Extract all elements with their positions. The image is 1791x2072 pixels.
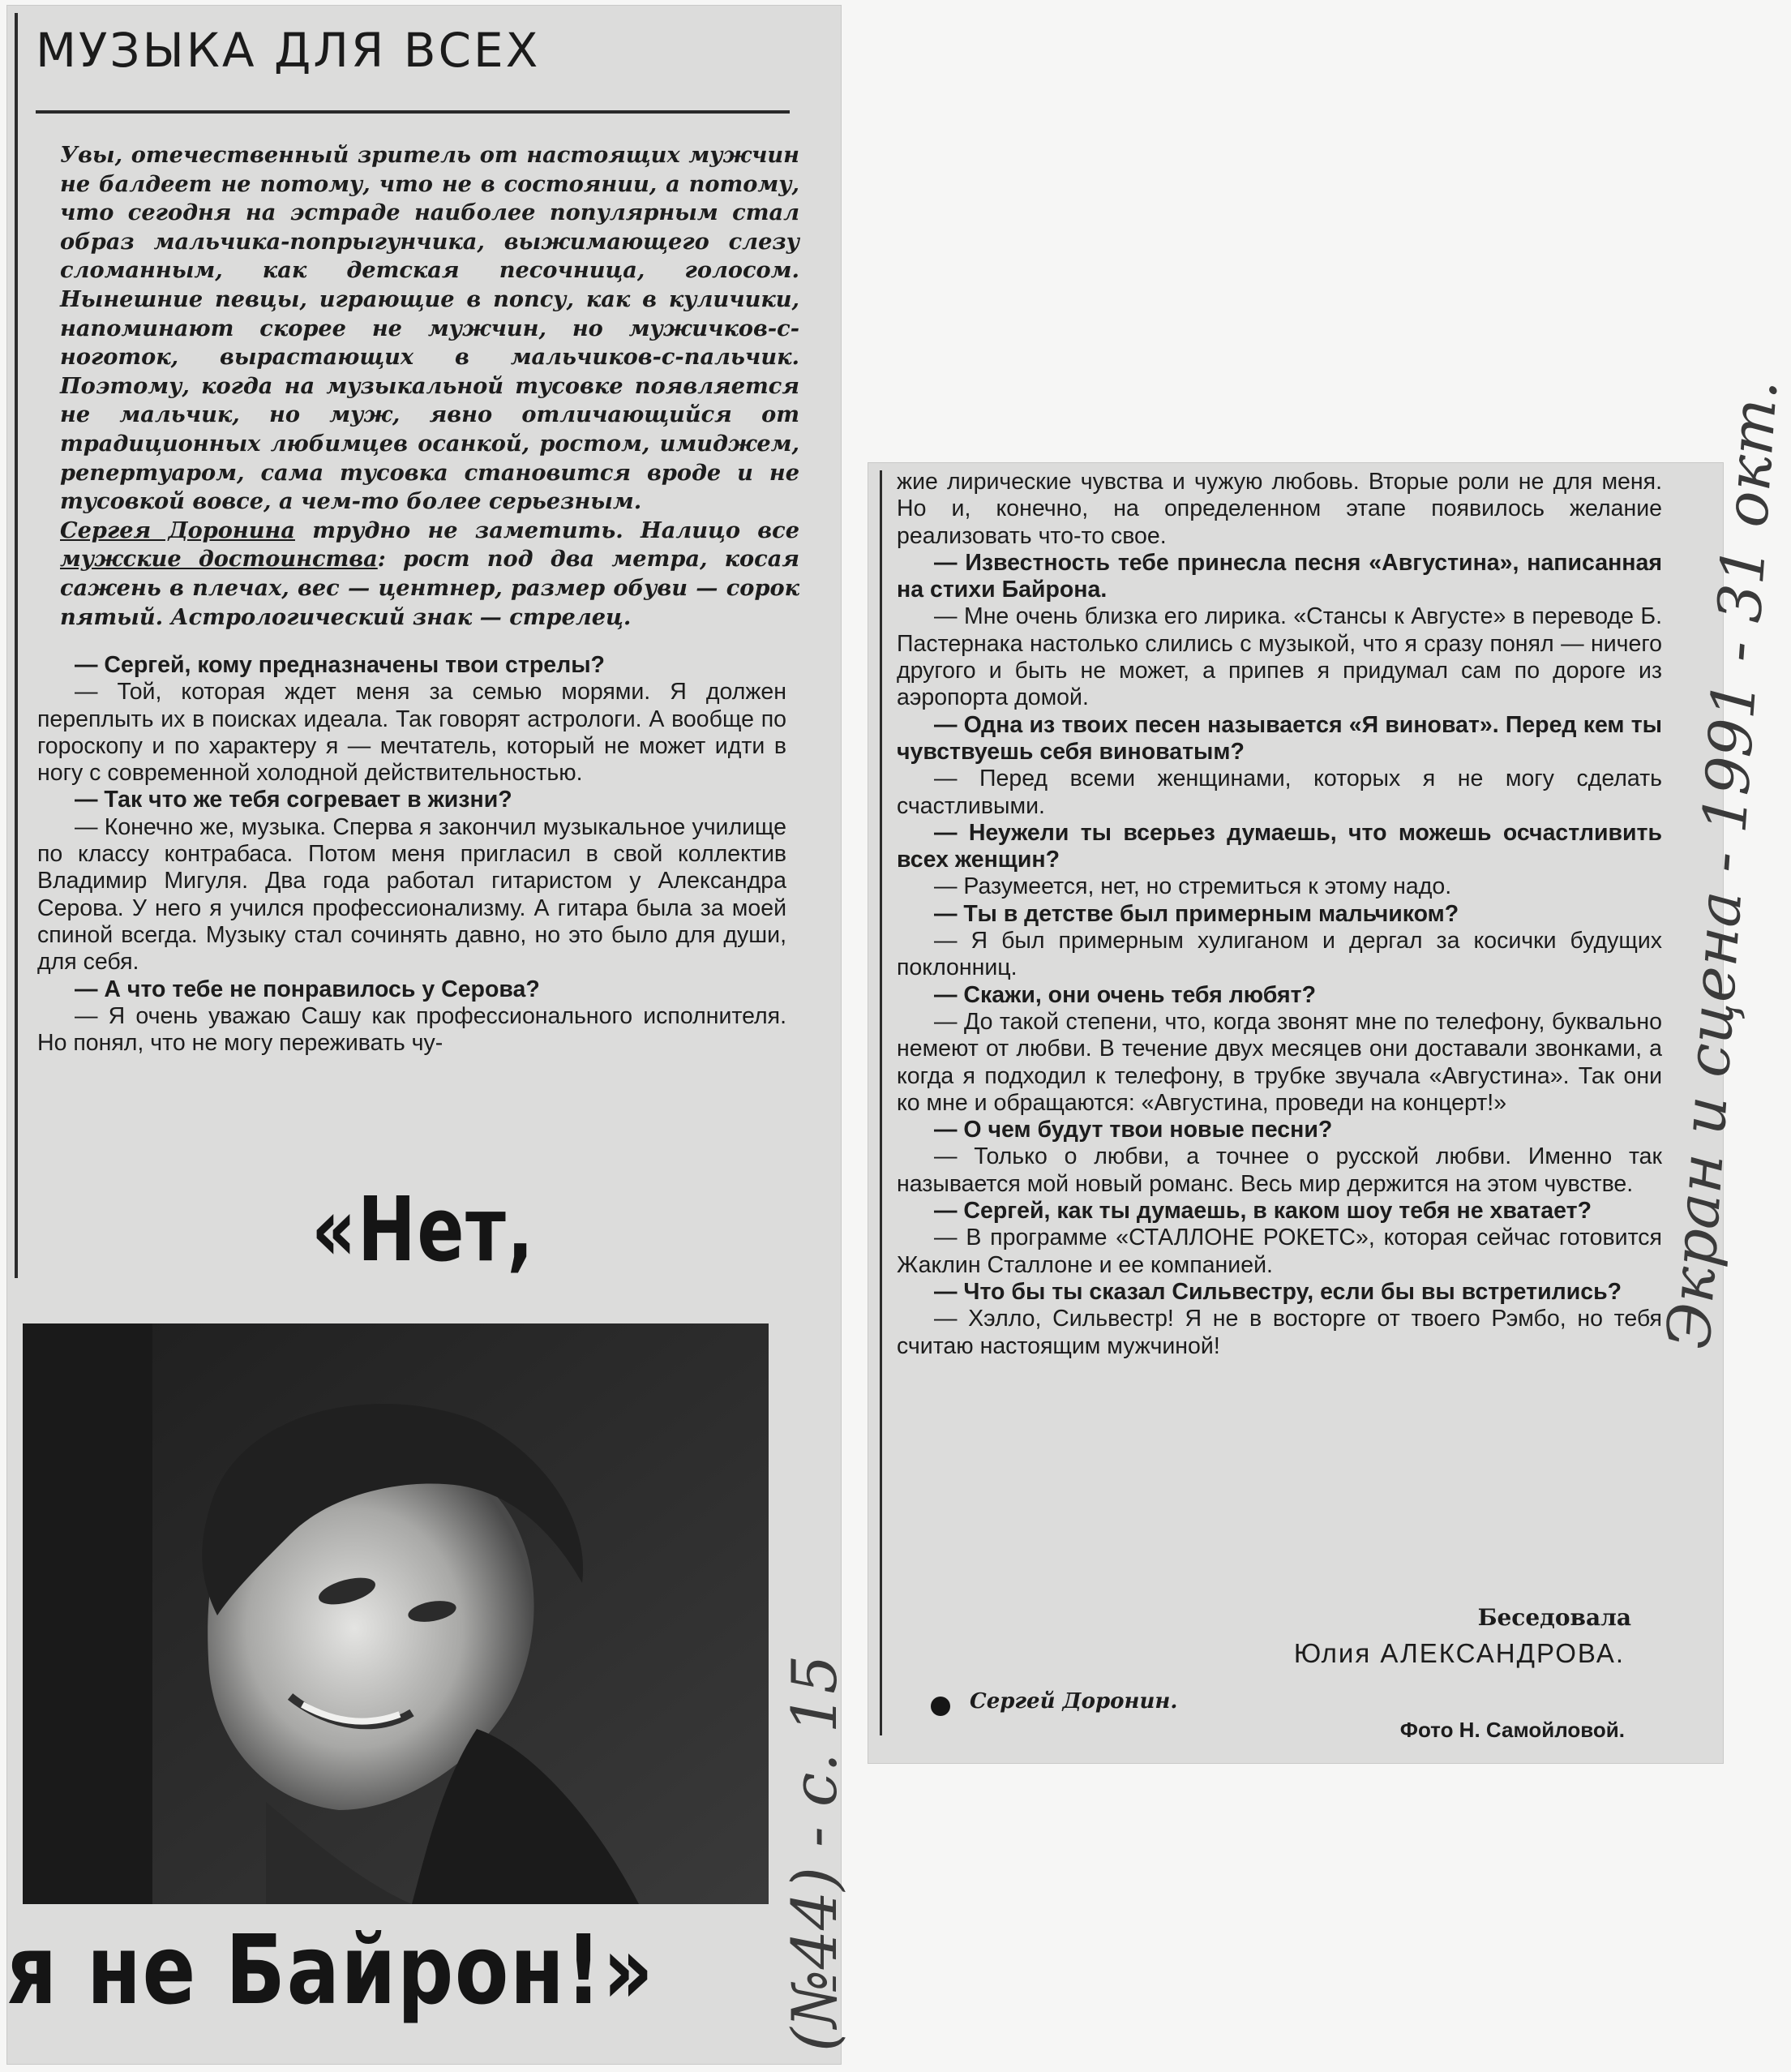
interview-question: — Что бы ты сказал Сильвестру, если бы вы встретились? bbox=[934, 1278, 1622, 1305]
interview-answer: — Я очень уважаю Сашу как профессионального исполнителя. Но понял, что не могу переживать чу- bbox=[37, 1002, 786, 1057]
handwritten-note-issue: (№44) - с. 15 bbox=[778, 1654, 851, 2052]
interview-column-right bbox=[897, 469, 1662, 1360]
lead-name: Сергея Доронина bbox=[60, 517, 295, 543]
interview-answer: — Хэлло, Сильвестр! Я не в восторге от твоего Рэмбо, но тебя считаю настоящим мужчиной! bbox=[897, 1306, 1662, 1359]
rubric-title: МУЗЫКА ДЛЯ ВСЕХ bbox=[36, 23, 541, 78]
headline-line-2: я не Байрон!» bbox=[6, 1914, 655, 2026]
interview-answer: жие лирические чувства и чужую любовь. Вторые роли не для меня. Но и, конечно, на определенном этапе появилось желание реализовать что-то свое. bbox=[897, 469, 1662, 549]
interview-column-left bbox=[37, 652, 786, 1057]
interview-answer: — До такой степени, что, когда звонят мне по телефону, буквально немеют от любви. В течение двух месяцев они доставали звонками, а когда я подходил к телефону, в трубке звучала «Августина». Так они ко мне и обращаются: «Августина, проведи на концерт!» bbox=[897, 1008, 1662, 1116]
interview-answer: — Мне очень близка его лирика. «Стансы к Августе» в переводе Б. Пастернака настолько слились с музыкой, что я сразу понял — ничего другого и быть не может, а припев я придумал сам по дороге из аэропорта домой. bbox=[897, 603, 1662, 711]
lead-p2-end: : рост под два метра, косая сажень в плечах, вес — центнер, размер обуви — сорок пятый. Астрологический знак — стрелец. bbox=[60, 546, 799, 630]
lead-p2-mid: трудно не заметить. Налицо все bbox=[294, 517, 799, 543]
lead-underlined: мужские достоинства bbox=[60, 546, 378, 573]
interviewer-name: Юлия АЛЕКСАНДРОВА. bbox=[1293, 1638, 1625, 1668]
interview-question: — Скажи, они очень тебя любят? bbox=[934, 981, 1316, 1008]
interview-question: — Сергей, кому предназначены твои стрелы? bbox=[75, 652, 605, 678]
interviewer-label: Беседовала bbox=[1477, 1604, 1631, 1631]
right-border-rule bbox=[880, 470, 882, 1735]
interview-answer: — Разумеется, нет, но стремиться к этому надо. bbox=[934, 873, 1452, 900]
interview-answer: — В программе «СТАЛЛОНЕ РОКЕТС», которая сейчас готовится Жаклин Сталлоне и ее компанией. bbox=[897, 1225, 1662, 1278]
rubric-rule bbox=[36, 110, 790, 114]
photo-caption: Сергей Доронин. bbox=[970, 1689, 1178, 1714]
interview-answer: — Той, которая ждет меня за семью морями. Я должен переплыть их в поисках идеала. Так говорят астрологи. А вообще по гороскопу и по характеру я — мечтатель, который не может идти в ногу с современной холодной действительностью. bbox=[37, 679, 786, 787]
portrait-photo bbox=[23, 1323, 769, 1904]
interview-answer: — Я был примерным хулиганом и дергал за косички будущих поклонниц. bbox=[897, 928, 1662, 981]
interview-answer: — Перед всеми женщинами, которых я не могу сделать счастливыми. bbox=[897, 766, 1662, 819]
interview-question: — Так что же тебя согревает в жизни? bbox=[75, 787, 512, 813]
interview-question: — Известность тебе принесла песня «Августина», написанная на стихи Байрона. bbox=[897, 549, 1662, 603]
interview-question: — Ты в детстве был примерным мальчиком? bbox=[934, 900, 1459, 927]
lead-p1: Увы, отечественный зритель от настоящих мужчин не балдеет не потому, что не в состоянии, а потому, что сегодня на эстраде наиболее популярным стал образ мальчика-попрыгунчика, выжимающего слезу сломанным, как детская песочница, голосом. Нынешние певцы, играющие в попсу, как в куличики, напоминают скорее не мужчин, но мужичков-с-ноготок, вырастающих в мальчиков-с-пальчик. Поэтому, когда на музыкальной тусовке появляется не мальчик, но муж, явно отличающийся от традиционных любимцев осанкой, ростом, имиджем, репертуаром, сама тусовка становится вроде и не тусовкой вовсе, а чем-то более серьезным. bbox=[60, 142, 799, 515]
interview-answer: — Только о любви, а точнее о русской любви. Именно так называется мой новый романс. Весь мир держится на этом чувстве. bbox=[897, 1143, 1662, 1197]
interview-question: — Неужели ты всерьез думаешь, что можешь осчастливить всех женщин? bbox=[897, 819, 1662, 873]
handwritten-note-source: Экран и сцена - 1991 - 31 окт. bbox=[1654, 376, 1791, 1351]
interview-question: — О чем будут твои новые песни? bbox=[934, 1117, 1333, 1143]
interview-question: — Сергей, как ты думаешь, в каком шоу тебя не хватает? bbox=[934, 1198, 1592, 1225]
interview-question: — Одна из твоих песен называется «Я виноват». Перед кем ты чувствуешь себя виноватым? bbox=[897, 711, 1662, 765]
headline-line-1: «Нет, bbox=[311, 1178, 535, 1281]
caption-bullet-icon bbox=[931, 1697, 950, 1716]
left-border-rule bbox=[15, 13, 18, 1278]
interview-question: — А что тебе не понравилось у Серова? bbox=[75, 976, 540, 1002]
photo-credit: Фото Н. Самойловой. bbox=[1399, 1718, 1625, 1742]
lead-p2 bbox=[60, 517, 799, 632]
portrait-illustration bbox=[23, 1323, 769, 1904]
interview-answer: — Конечно же, музыка. Сперва я закончил музыкальное училище по классу контрабаса. Потом меня пригласил в свой коллектив Владимир Мигуля. Два года работал гитаристом у Александра Серова. У него я учился профессионализму. А гитара была за моей спиной всегда. Музыку стал сочинять давно, но это было для души, для себя. bbox=[37, 813, 786, 976]
lead-paragraph bbox=[60, 141, 799, 632]
